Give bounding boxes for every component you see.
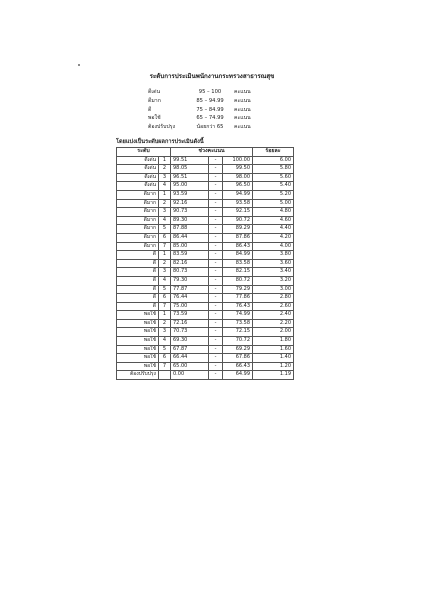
range-low-cell: 65.00 [171, 362, 209, 371]
level-number-cell: 3 [159, 328, 171, 337]
level-number-cell: 4 [159, 182, 171, 191]
summary-range: น้อยกว่า 65 [196, 124, 224, 131]
summary-unit: คะแนน [234, 115, 251, 122]
table-row [117, 216, 294, 225]
level-cell: ดี [117, 302, 159, 311]
range-dash-cell: - [209, 216, 223, 225]
level-cell: ดี [117, 276, 159, 285]
range-dash-cell: - [209, 208, 223, 217]
table-row [117, 190, 294, 199]
range-dash-cell: - [209, 328, 223, 337]
range-low-cell: 82.16 [171, 259, 209, 268]
level-cell: ดีมาก [117, 225, 159, 234]
range-high-cell: 73.58 [223, 319, 253, 328]
range-dash-cell: - [209, 294, 223, 303]
range-low-cell: 95.00 [171, 182, 209, 191]
percent-cell: 1.19 [253, 371, 294, 380]
summary-level: ดี [148, 106, 152, 113]
range-high-cell: 99.50 [223, 165, 253, 174]
level-number-cell: 2 [159, 259, 171, 268]
range-dash-cell: - [209, 362, 223, 371]
level-number-cell: 7 [159, 302, 171, 311]
range-dash-cell: - [209, 190, 223, 199]
level-number-cell: 3 [159, 173, 171, 182]
summary-row [148, 88, 264, 97]
range-high-cell: 89.29 [223, 225, 253, 234]
level-cell: พอใช้ [117, 362, 159, 371]
table-row [117, 225, 294, 234]
range-high-cell: 98.00 [223, 173, 253, 182]
summary-level: ดีเด่น [148, 89, 161, 95]
table-row [117, 242, 294, 251]
range-dash-cell: - [209, 251, 223, 260]
range-low-cell: 70.73 [171, 328, 209, 337]
range-dash-cell: - [209, 259, 223, 268]
percent-cell: 2.20 [253, 319, 294, 328]
percent-cell: 5.80 [253, 165, 294, 174]
percent-cell: 4.00 [253, 242, 294, 251]
level-number-cell: 2 [159, 319, 171, 328]
percent-cell: 2.60 [253, 302, 294, 311]
level-number-cell: 4 [159, 276, 171, 285]
range-high-cell: 72.15 [223, 328, 253, 337]
summary-level: ดีมาก [148, 97, 161, 104]
percent-cell: 2.40 [253, 311, 294, 320]
summary-unit: คะแนน [234, 89, 251, 95]
summary-range: 75 – 84.99 [196, 106, 224, 113]
range-high-cell: 69.29 [223, 345, 253, 354]
range-low-cell: 72.16 [171, 319, 209, 328]
level-number-cell: 1 [159, 251, 171, 260]
range-high-cell: 96.50 [223, 182, 253, 191]
level-cell: พอใช้ [117, 345, 159, 354]
table-row [117, 285, 294, 294]
range-low-cell: 92.16 [171, 199, 209, 208]
table-row [117, 156, 294, 165]
range-high-cell: 100.00 [223, 156, 253, 165]
level-cell: ต้องปรับปรุง [117, 371, 159, 380]
summary-unit: คะแนน [234, 124, 251, 131]
table-row [117, 276, 294, 285]
level-cell: พอใช้ [117, 328, 159, 337]
range-low-cell: 73.59 [171, 311, 209, 320]
level-number-cell: 5 [159, 285, 171, 294]
table-row [117, 311, 294, 320]
range-low-cell: 89.30 [171, 216, 209, 225]
summary-level: ต้องปรับปรุง [148, 124, 176, 131]
range-high-cell: 83.58 [223, 259, 253, 268]
range-dash-cell: - [209, 268, 223, 277]
score-table [116, 147, 294, 380]
range-high-cell: 93.58 [223, 199, 253, 208]
summary-row [148, 123, 264, 132]
range-low-cell: 80.73 [171, 268, 209, 277]
range-dash-cell: - [209, 182, 223, 191]
header-range: ช่วงคะแนน [171, 148, 253, 157]
table-row [117, 354, 294, 363]
range-dash-cell: - [209, 276, 223, 285]
table-row [117, 319, 294, 328]
range-low-cell: 96.51 [171, 173, 209, 182]
range-high-cell: 67.86 [223, 354, 253, 363]
table-row [117, 345, 294, 354]
range-dash-cell: - [209, 165, 223, 174]
percent-cell: 5.00 [253, 199, 294, 208]
range-dash-cell: - [209, 225, 223, 234]
range-high-cell: 94.99 [223, 190, 253, 199]
table-body [117, 156, 294, 379]
percent-cell: 4.40 [253, 225, 294, 234]
percent-cell: 6.00 [253, 156, 294, 165]
level-cell: ดีเด่น [117, 182, 159, 191]
range-dash-cell: - [209, 337, 223, 346]
percent-cell: 5.40 [253, 182, 294, 191]
level-number-cell [159, 371, 171, 380]
summary-range: 65 – 74.99 [196, 115, 224, 122]
level-number-cell: 4 [159, 216, 171, 225]
range-high-cell: 66.43 [223, 362, 253, 371]
table-row [117, 328, 294, 337]
level-number-cell: 3 [159, 208, 171, 217]
level-cell: ดี [117, 294, 159, 303]
level-number-cell: 2 [159, 199, 171, 208]
level-cell: ดี [117, 259, 159, 268]
range-low-cell: 85.00 [171, 242, 209, 251]
summary-row [148, 114, 264, 123]
range-low-cell: 86.44 [171, 233, 209, 242]
level-number-cell: 7 [159, 242, 171, 251]
range-high-cell: 90.72 [223, 216, 253, 225]
level-number-cell: 1 [159, 156, 171, 165]
table-row [117, 302, 294, 311]
range-dash-cell: - [209, 345, 223, 354]
summary-range: 85 – 94.99 [196, 97, 224, 104]
summary-row [148, 106, 264, 115]
range-low-cell: 75.00 [171, 302, 209, 311]
range-high-cell: 74.99 [223, 311, 253, 320]
range-high-cell: 70.72 [223, 337, 253, 346]
table-row [117, 233, 294, 242]
range-high-cell: 77.86 [223, 294, 253, 303]
table-row [117, 259, 294, 268]
range-high-cell: 92.15 [223, 208, 253, 217]
range-low-cell: 79.30 [171, 276, 209, 285]
range-dash-cell: - [209, 302, 223, 311]
level-cell: ดี [117, 268, 159, 277]
level-number-cell: 7 [159, 362, 171, 371]
range-low-cell: 93.59 [171, 190, 209, 199]
level-number-cell: 6 [159, 233, 171, 242]
range-high-cell: 80.72 [223, 276, 253, 285]
range-low-cell: 0.00 [171, 371, 209, 380]
level-number-cell: 3 [159, 268, 171, 277]
range-low-cell: 98.05 [171, 165, 209, 174]
percent-cell: 4.80 [253, 208, 294, 217]
summary-range: 95 – 100 [198, 89, 222, 95]
table-row [117, 165, 294, 174]
range-low-cell: 87.88 [171, 225, 209, 234]
summary-unit: คะแนน [234, 97, 251, 104]
table-row [117, 268, 294, 277]
range-high-cell: 86.43 [223, 242, 253, 251]
range-low-cell: 99.51 [171, 156, 209, 165]
range-low-cell: 66.44 [171, 354, 209, 363]
level-number-cell: 2 [159, 165, 171, 174]
table-row [117, 371, 294, 380]
level-cell: ดี [117, 251, 159, 260]
range-low-cell: 90.73 [171, 208, 209, 217]
level-cell: ดีเด่น [117, 165, 159, 174]
percent-cell: 1.80 [253, 337, 294, 346]
range-high-cell: 84.99 [223, 251, 253, 260]
percent-cell: 3.00 [253, 285, 294, 294]
level-number-cell: 6 [159, 354, 171, 363]
percent-cell: 3.60 [253, 259, 294, 268]
level-number-cell: 5 [159, 345, 171, 354]
level-cell: ดีเด่น [117, 173, 159, 182]
range-dash-cell: - [209, 319, 223, 328]
range-dash-cell: - [209, 285, 223, 294]
range-dash-cell: - [209, 233, 223, 242]
percent-cell: 4.20 [253, 233, 294, 242]
level-cell: ดีมาก [117, 208, 159, 217]
level-cell: ดีมาก [117, 242, 159, 251]
range-dash-cell: - [209, 156, 223, 165]
level-cell: พอใช้ [117, 319, 159, 328]
summary-list [148, 88, 264, 132]
level-cell: พอใช้ [117, 337, 159, 346]
table-row [117, 294, 294, 303]
level-number-cell: 5 [159, 225, 171, 234]
percent-cell: 1.60 [253, 345, 294, 354]
table-row [117, 173, 294, 182]
summary-row [148, 97, 264, 106]
level-cell: พอใช้ [117, 354, 159, 363]
summary-level: พอใช้ [148, 115, 161, 122]
range-low-cell: 83.59 [171, 251, 209, 260]
level-cell: ดีมาก [117, 199, 159, 208]
percent-cell: 4.60 [253, 216, 294, 225]
range-dash-cell: - [209, 199, 223, 208]
level-cell: ดีมาก [117, 190, 159, 199]
percent-cell: 2.80 [253, 294, 294, 303]
level-cell: ดีมาก [117, 216, 159, 225]
percent-cell: 1.40 [253, 354, 294, 363]
range-dash-cell: - [209, 371, 223, 380]
table-row [117, 337, 294, 346]
range-high-cell: 87.86 [223, 233, 253, 242]
level-number-cell: 1 [159, 311, 171, 320]
range-high-cell: 79.29 [223, 285, 253, 294]
percent-cell: 2.00 [253, 328, 294, 337]
range-low-cell: 69.30 [171, 337, 209, 346]
range-high-cell: 64.99 [223, 371, 253, 380]
level-cell: ดี [117, 285, 159, 294]
table-row [117, 208, 294, 217]
range-dash-cell: - [209, 311, 223, 320]
summary-unit: คะแนน [234, 106, 251, 113]
percent-cell: 1.20 [253, 362, 294, 371]
level-number-cell: 6 [159, 294, 171, 303]
level-cell: ดีมาก [117, 233, 159, 242]
header-level: ระดับ [117, 148, 171, 157]
range-dash-cell: - [209, 242, 223, 251]
table-header-row [117, 148, 294, 157]
header-percent: ร้อยละ [253, 148, 294, 157]
percent-cell: 5.20 [253, 190, 294, 199]
page-speck [78, 64, 80, 66]
level-cell: พอใช้ [117, 311, 159, 320]
table-row [117, 362, 294, 371]
level-number-cell: 4 [159, 337, 171, 346]
range-high-cell: 76.43 [223, 302, 253, 311]
range-high-cell: 82.15 [223, 268, 253, 277]
table-subtitle: โดยแบ่งเป็นระดับผลการประเมินดังนี้ [116, 139, 204, 145]
table-row [117, 251, 294, 260]
range-dash-cell: - [209, 173, 223, 182]
document-title: ระดับการประเมินพนักงานกระทรวงสาธารณสุข [149, 73, 275, 80]
range-low-cell: 76.44 [171, 294, 209, 303]
level-cell: ดีเด่น [117, 156, 159, 165]
range-dash-cell: - [209, 354, 223, 363]
percent-cell: 5.60 [253, 173, 294, 182]
percent-cell: 3.20 [253, 276, 294, 285]
percent-cell: 3.80 [253, 251, 294, 260]
level-number-cell: 1 [159, 190, 171, 199]
range-low-cell: 77.87 [171, 285, 209, 294]
range-low-cell: 67.87 [171, 345, 209, 354]
table-row [117, 199, 294, 208]
table-row [117, 182, 294, 191]
percent-cell: 3.40 [253, 268, 294, 277]
